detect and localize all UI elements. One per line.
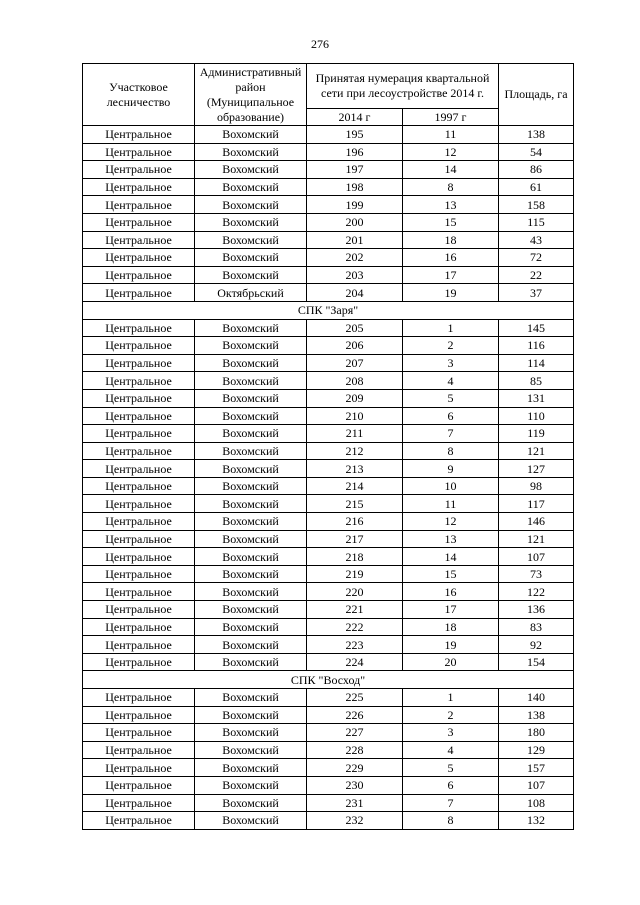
table-row [83, 407, 574, 425]
cell-forestry: Центральное [83, 513, 195, 531]
cell-quarter-2014: 226 [307, 706, 403, 724]
cell-quarter-2014: 211 [307, 425, 403, 443]
cell-quarter-2014: 195 [307, 126, 403, 144]
table-row [83, 583, 574, 601]
cell-forestry: Центральное [83, 407, 195, 425]
cell-district: Вохомский [195, 636, 307, 654]
table-row [83, 354, 574, 372]
cell-district: Вохомский [195, 389, 307, 407]
cell-district: Вохомский [195, 231, 307, 249]
cell-quarter-1997: 11 [403, 126, 499, 144]
cell-forestry: Центральное [83, 266, 195, 284]
cell-district: Вохомский [195, 143, 307, 161]
table-row [83, 495, 574, 513]
cell-quarter-1997: 3 [403, 354, 499, 372]
cell-forestry: Центральное [83, 143, 195, 161]
header-numbering-group: Принятая нумерация квартальной сети при лесоустройстве 2014 г. [307, 64, 499, 109]
header-1997: 1997 г [403, 109, 499, 126]
section-title: СПК "Заря" [83, 301, 574, 319]
cell-quarter-1997: 7 [403, 425, 499, 443]
cell-district: Вохомский [195, 689, 307, 707]
cell-district: Вохомский [195, 126, 307, 144]
cell-area: 86 [499, 161, 574, 179]
cell-district: Вохомский [195, 601, 307, 619]
cell-district: Вохомский [195, 530, 307, 548]
cell-quarter-1997: 15 [403, 565, 499, 583]
cell-quarter-2014: 206 [307, 337, 403, 355]
table-row [83, 231, 574, 249]
table-row [83, 548, 574, 566]
cell-quarter-1997: 12 [403, 513, 499, 531]
cell-quarter-1997: 14 [403, 161, 499, 179]
cell-quarter-2014: 223 [307, 636, 403, 654]
cell-area: 132 [499, 812, 574, 830]
cell-area: 158 [499, 196, 574, 214]
cell-forestry: Центральное [83, 284, 195, 302]
cell-area: 73 [499, 565, 574, 583]
cell-forestry: Центральное [83, 319, 195, 337]
cell-area: 83 [499, 618, 574, 636]
table-row [83, 389, 574, 407]
cell-district: Вохомский [195, 812, 307, 830]
cell-forestry: Центральное [83, 354, 195, 372]
cell-quarter-1997: 5 [403, 759, 499, 777]
cell-area: 140 [499, 689, 574, 707]
cell-quarter-2014: 201 [307, 231, 403, 249]
cell-forestry: Центральное [83, 196, 195, 214]
cell-forestry: Центральное [83, 565, 195, 583]
table-row [83, 126, 574, 144]
cell-district: Вохомский [195, 178, 307, 196]
cell-forestry: Центральное [83, 548, 195, 566]
cell-area: 54 [499, 143, 574, 161]
cell-forestry: Центральное [83, 618, 195, 636]
cell-quarter-1997: 4 [403, 741, 499, 759]
cell-quarter-2014: 225 [307, 689, 403, 707]
page-number: 276 [311, 37, 329, 51]
cell-quarter-2014: 213 [307, 460, 403, 478]
cell-quarter-1997: 10 [403, 477, 499, 495]
cell-quarter-2014: 217 [307, 530, 403, 548]
table-row [83, 513, 574, 531]
section-row [83, 671, 574, 689]
forest-quarter-table [82, 63, 574, 830]
cell-area: 61 [499, 178, 574, 196]
cell-quarter-1997: 13 [403, 196, 499, 214]
cell-district: Вохомский [195, 460, 307, 478]
cell-district: Вохомский [195, 794, 307, 812]
cell-quarter-1997: 1 [403, 689, 499, 707]
table-row [83, 812, 574, 830]
cell-quarter-1997: 18 [403, 231, 499, 249]
table-row [83, 161, 574, 179]
cell-area: 121 [499, 530, 574, 548]
cell-district: Вохомский [195, 565, 307, 583]
cell-area: 138 [499, 126, 574, 144]
cell-forestry: Центральное [83, 794, 195, 812]
cell-quarter-2014: 205 [307, 319, 403, 337]
cell-quarter-1997: 1 [403, 319, 499, 337]
cell-area: 127 [499, 460, 574, 478]
cell-quarter-1997: 6 [403, 407, 499, 425]
cell-area: 116 [499, 337, 574, 355]
cell-quarter-2014: 207 [307, 354, 403, 372]
cell-forestry: Центральное [83, 530, 195, 548]
cell-forestry: Центральное [83, 776, 195, 794]
table-row [83, 741, 574, 759]
table-row [83, 618, 574, 636]
cell-district: Вохомский [195, 759, 307, 777]
cell-district: Вохомский [195, 583, 307, 601]
cell-district: Вохомский [195, 266, 307, 284]
table-row [83, 196, 574, 214]
cell-quarter-1997: 17 [403, 601, 499, 619]
cell-quarter-1997: 13 [403, 530, 499, 548]
section-title: СПК "Восход" [83, 671, 574, 689]
table-row [83, 143, 574, 161]
cell-area: 180 [499, 724, 574, 742]
cell-district: Вохомский [195, 776, 307, 794]
table-row [83, 724, 574, 742]
cell-quarter-2014: 208 [307, 372, 403, 390]
cell-quarter-2014: 202 [307, 249, 403, 267]
cell-area: 121 [499, 442, 574, 460]
table-row [83, 794, 574, 812]
cell-quarter-1997: 12 [403, 143, 499, 161]
cell-area: 145 [499, 319, 574, 337]
cell-district: Октябрьский [195, 284, 307, 302]
cell-district: Вохомский [195, 513, 307, 531]
cell-area: 72 [499, 249, 574, 267]
cell-quarter-1997: 2 [403, 337, 499, 355]
cell-quarter-2014: 210 [307, 407, 403, 425]
cell-quarter-1997: 8 [403, 812, 499, 830]
table-row [83, 319, 574, 337]
cell-quarter-2014: 212 [307, 442, 403, 460]
cell-quarter-2014: 218 [307, 548, 403, 566]
cell-area: 110 [499, 407, 574, 425]
cell-area: 43 [499, 231, 574, 249]
cell-forestry: Центральное [83, 706, 195, 724]
cell-district: Вохомский [195, 618, 307, 636]
cell-area: 37 [499, 284, 574, 302]
cell-forestry: Центральное [83, 460, 195, 478]
cell-area: 98 [499, 477, 574, 495]
cell-quarter-1997: 3 [403, 724, 499, 742]
table-row [83, 477, 574, 495]
table-row [83, 178, 574, 196]
table-header [83, 64, 574, 126]
cell-district: Вохомский [195, 161, 307, 179]
cell-area: 92 [499, 636, 574, 654]
cell-quarter-2014: 230 [307, 776, 403, 794]
table-row [83, 266, 574, 284]
table-row [83, 653, 574, 671]
cell-quarter-2014: 232 [307, 812, 403, 830]
cell-quarter-1997: 16 [403, 249, 499, 267]
cell-district: Вохомский [195, 407, 307, 425]
cell-district: Вохомский [195, 196, 307, 214]
cell-area: 157 [499, 759, 574, 777]
cell-area: 154 [499, 653, 574, 671]
cell-district: Вохомский [195, 653, 307, 671]
cell-quarter-1997: 7 [403, 794, 499, 812]
table-row [83, 776, 574, 794]
cell-forestry: Центральное [83, 759, 195, 777]
cell-district: Вохомский [195, 706, 307, 724]
cell-quarter-2014: 224 [307, 653, 403, 671]
cell-quarter-1997: 16 [403, 583, 499, 601]
cell-quarter-1997: 19 [403, 636, 499, 654]
section-row [83, 301, 574, 319]
cell-quarter-1997: 2 [403, 706, 499, 724]
table-row [83, 689, 574, 707]
cell-quarter-1997: 20 [403, 653, 499, 671]
table-row [83, 530, 574, 548]
table-row [83, 213, 574, 231]
cell-quarter-2014: 219 [307, 565, 403, 583]
cell-district: Вохомский [195, 477, 307, 495]
cell-district: Вохомский [195, 724, 307, 742]
cell-quarter-1997: 8 [403, 442, 499, 460]
cell-quarter-2014: 209 [307, 389, 403, 407]
table-row [83, 460, 574, 478]
cell-quarter-1997: 15 [403, 213, 499, 231]
cell-quarter-2014: 228 [307, 741, 403, 759]
cell-district: Вохомский [195, 249, 307, 267]
cell-district: Вохомский [195, 495, 307, 513]
cell-quarter-1997: 4 [403, 372, 499, 390]
cell-area: 117 [499, 495, 574, 513]
cell-quarter-1997: 6 [403, 776, 499, 794]
cell-forestry: Центральное [83, 249, 195, 267]
table-row [83, 337, 574, 355]
cell-forestry: Центральное [83, 161, 195, 179]
cell-area: 85 [499, 372, 574, 390]
cell-district: Вохомский [195, 442, 307, 460]
table-row [83, 601, 574, 619]
cell-area: 136 [499, 601, 574, 619]
table-row [83, 284, 574, 302]
cell-quarter-1997: 11 [403, 495, 499, 513]
cell-quarter-2014: 227 [307, 724, 403, 742]
cell-area: 107 [499, 776, 574, 794]
cell-quarter-2014: 204 [307, 284, 403, 302]
cell-area: 131 [499, 389, 574, 407]
table-row [83, 706, 574, 724]
cell-area: 22 [499, 266, 574, 284]
table-row [83, 636, 574, 654]
cell-forestry: Центральное [83, 372, 195, 390]
cell-quarter-1997: 17 [403, 266, 499, 284]
cell-forestry: Центральное [83, 389, 195, 407]
cell-district: Вохомский [195, 548, 307, 566]
cell-quarter-1997: 18 [403, 618, 499, 636]
cell-forestry: Центральное [83, 601, 195, 619]
cell-quarter-2014: 229 [307, 759, 403, 777]
cell-area: 108 [499, 794, 574, 812]
cell-district: Вохомский [195, 337, 307, 355]
cell-forestry: Центральное [83, 583, 195, 601]
cell-area: 138 [499, 706, 574, 724]
cell-quarter-2014: 216 [307, 513, 403, 531]
header-district: Административный район (Муниципальное образование) [195, 64, 307, 126]
cell-quarter-2014: 200 [307, 213, 403, 231]
cell-forestry: Центральное [83, 741, 195, 759]
cell-quarter-2014: 214 [307, 477, 403, 495]
cell-quarter-2014: 196 [307, 143, 403, 161]
cell-quarter-2014: 231 [307, 794, 403, 812]
cell-forestry: Центральное [83, 724, 195, 742]
cell-forestry: Центральное [83, 653, 195, 671]
cell-quarter-2014: 197 [307, 161, 403, 179]
cell-district: Вохомский [195, 319, 307, 337]
cell-quarter-2014: 203 [307, 266, 403, 284]
cell-district: Вохомский [195, 425, 307, 443]
table-row [83, 425, 574, 443]
cell-area: 146 [499, 513, 574, 531]
table-body [83, 126, 574, 830]
cell-area: 122 [499, 583, 574, 601]
cell-quarter-1997: 9 [403, 460, 499, 478]
cell-district: Вохомский [195, 741, 307, 759]
cell-forestry: Центральное [83, 477, 195, 495]
cell-area: 115 [499, 213, 574, 231]
cell-forestry: Центральное [83, 213, 195, 231]
header-2014: 2014 г [307, 109, 403, 126]
cell-district: Вохомский [195, 213, 307, 231]
cell-area: 114 [499, 354, 574, 372]
header-forestry: Участковое лесничество [83, 64, 195, 126]
cell-forestry: Центральное [83, 425, 195, 443]
table-row [83, 372, 574, 390]
cell-quarter-2014: 220 [307, 583, 403, 601]
cell-quarter-1997: 14 [403, 548, 499, 566]
cell-forestry: Центральное [83, 126, 195, 144]
table-row [83, 759, 574, 777]
cell-forestry: Центральное [83, 636, 195, 654]
cell-forestry: Центральное [83, 178, 195, 196]
cell-quarter-1997: 19 [403, 284, 499, 302]
table-row [83, 442, 574, 460]
cell-district: Вохомский [195, 372, 307, 390]
cell-forestry: Центральное [83, 337, 195, 355]
cell-quarter-2014: 222 [307, 618, 403, 636]
cell-quarter-2014: 198 [307, 178, 403, 196]
cell-forestry: Центральное [83, 812, 195, 830]
cell-forestry: Центральное [83, 442, 195, 460]
header-area: Площадь, га [499, 64, 574, 126]
cell-area: 129 [499, 741, 574, 759]
cell-forestry: Центральное [83, 495, 195, 513]
cell-area: 119 [499, 425, 574, 443]
cell-quarter-2014: 215 [307, 495, 403, 513]
cell-forestry: Центральное [83, 689, 195, 707]
cell-quarter-2014: 221 [307, 601, 403, 619]
cell-forestry: Центральное [83, 231, 195, 249]
cell-quarter-2014: 199 [307, 196, 403, 214]
table-row [83, 249, 574, 267]
cell-quarter-1997: 8 [403, 178, 499, 196]
cell-area: 107 [499, 548, 574, 566]
cell-quarter-1997: 5 [403, 389, 499, 407]
cell-district: Вохомский [195, 354, 307, 372]
table-row [83, 565, 574, 583]
